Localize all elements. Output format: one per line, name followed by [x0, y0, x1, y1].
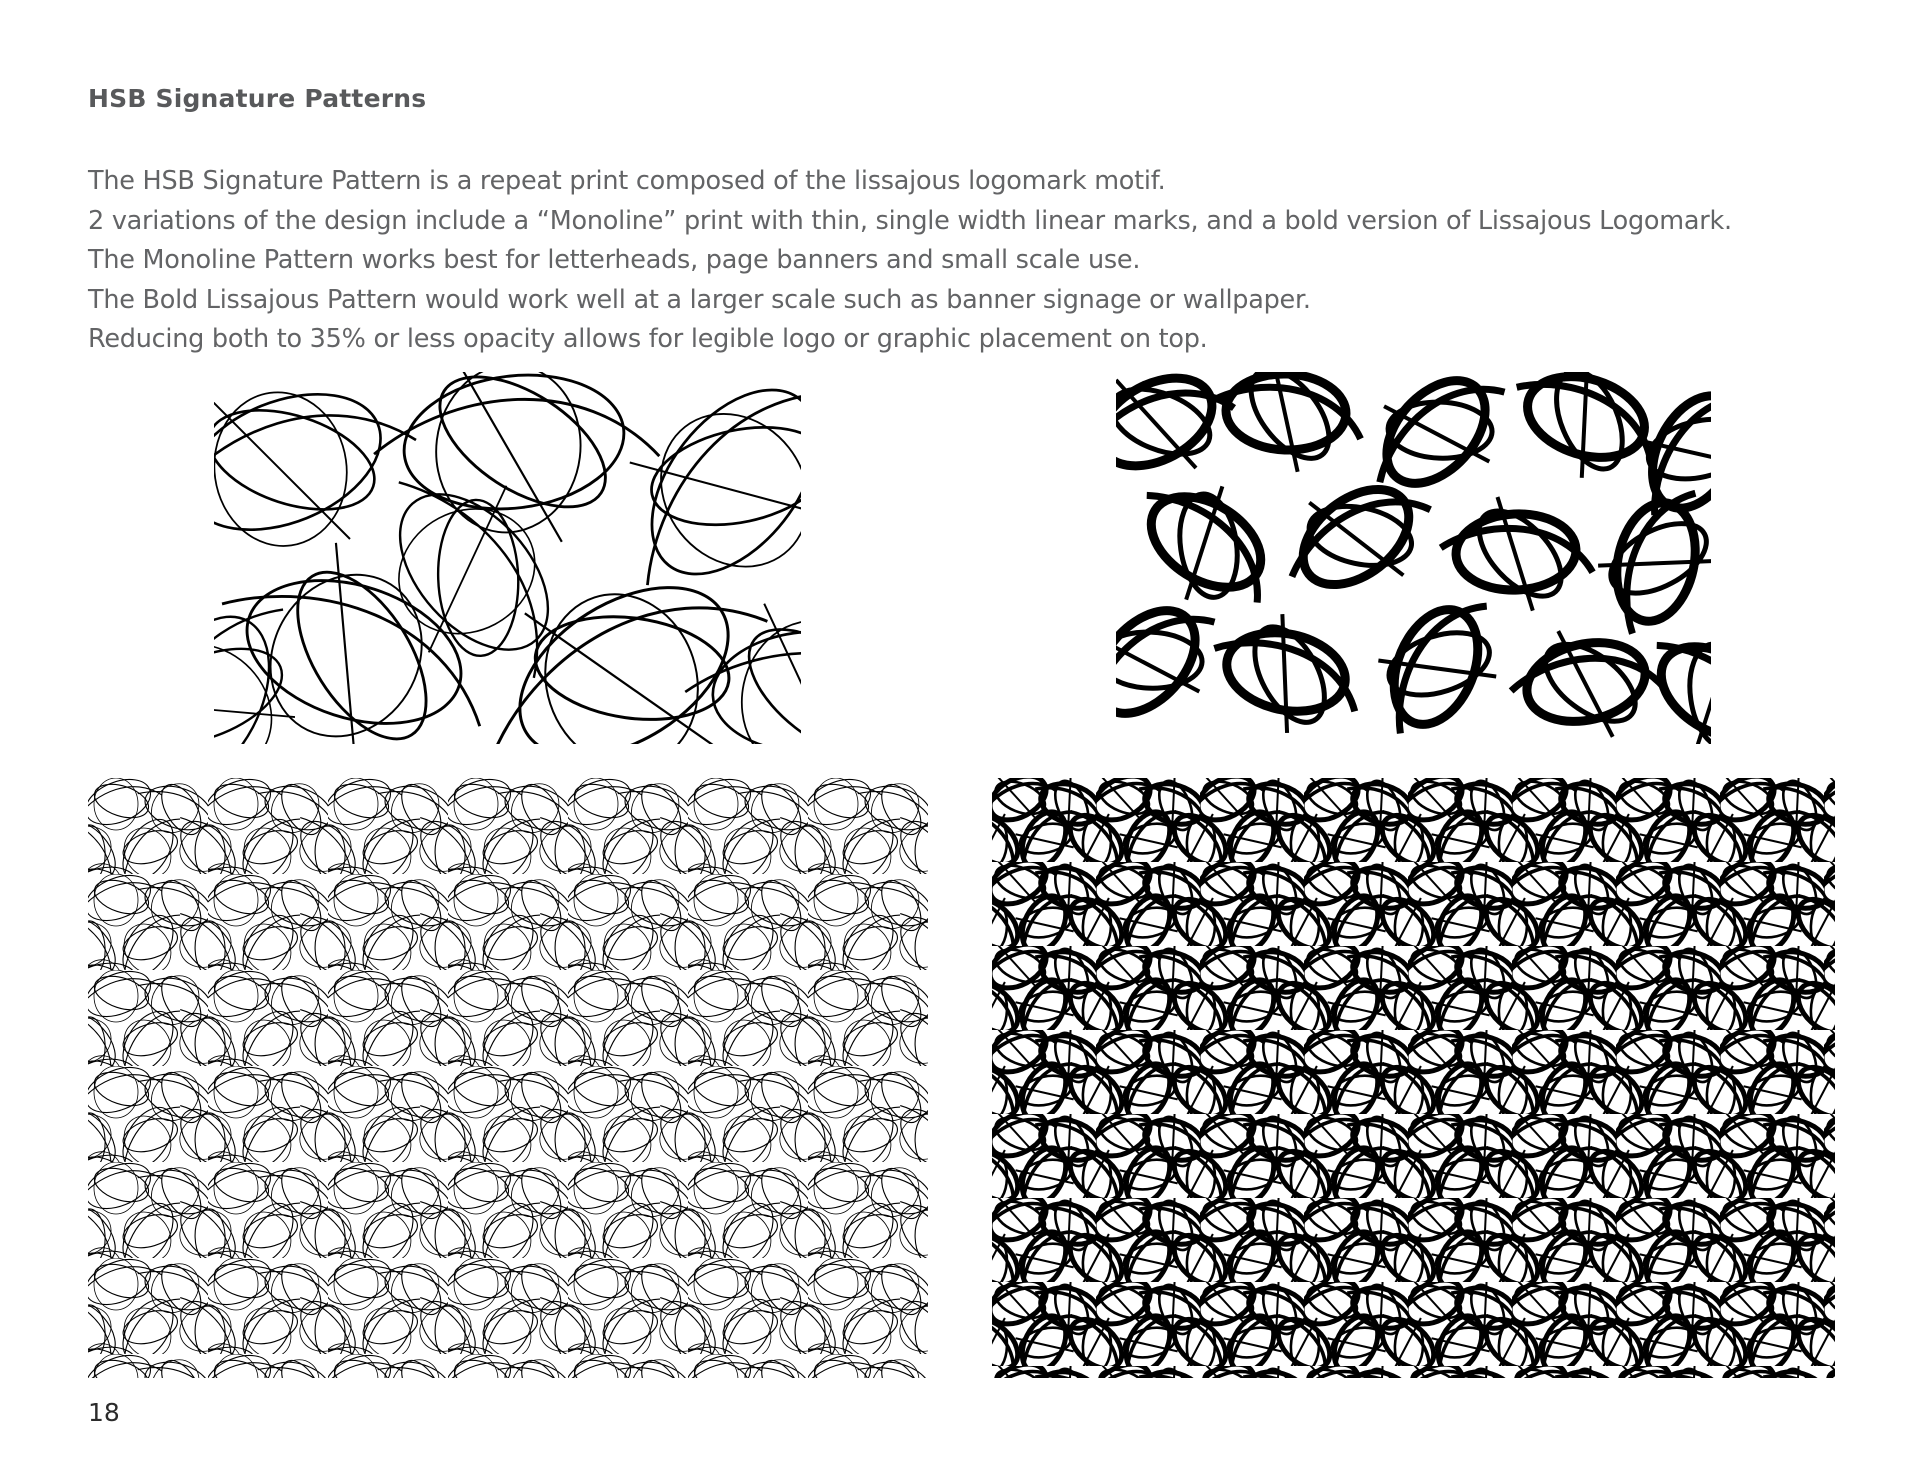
- intro-line: 2 variations of the design include a “Monoline” print with thin, single width linear marks, and a bold version of Lissajous Logomark.: [88, 205, 1732, 236]
- bold-pattern-large-art: [1116, 372, 1711, 744]
- intro-line: Reducing both to 35% or less opacity allows for legible logo or graphic placement on top.: [88, 324, 1208, 354]
- bold-pattern-tile-art: [992, 778, 1835, 1378]
- page-title: HSB Signature Patterns: [88, 84, 427, 113]
- intro-line: The Monoline Pattern works best for letterheads, page banners and small scale use.: [88, 245, 1141, 275]
- monoline-pattern-tile-art: [88, 778, 928, 1378]
- monoline-pattern-tile: [88, 778, 928, 1378]
- monoline-pattern-large-art: [214, 372, 801, 744]
- intro-text: [88, 162, 1888, 360]
- intro-line: The Bold Lissajous Pattern would work well at a larger scale such as banner signage or wallpaper.: [88, 284, 1311, 315]
- bold-pattern-large: [1116, 372, 1711, 744]
- bold-pattern-tile: [992, 778, 1835, 1378]
- intro-line: The HSB Signature Pattern is a repeat print composed of the lissajous logomark motif.: [88, 166, 1166, 196]
- monoline-pattern-large: [214, 372, 801, 744]
- page-number: 18: [88, 1398, 120, 1427]
